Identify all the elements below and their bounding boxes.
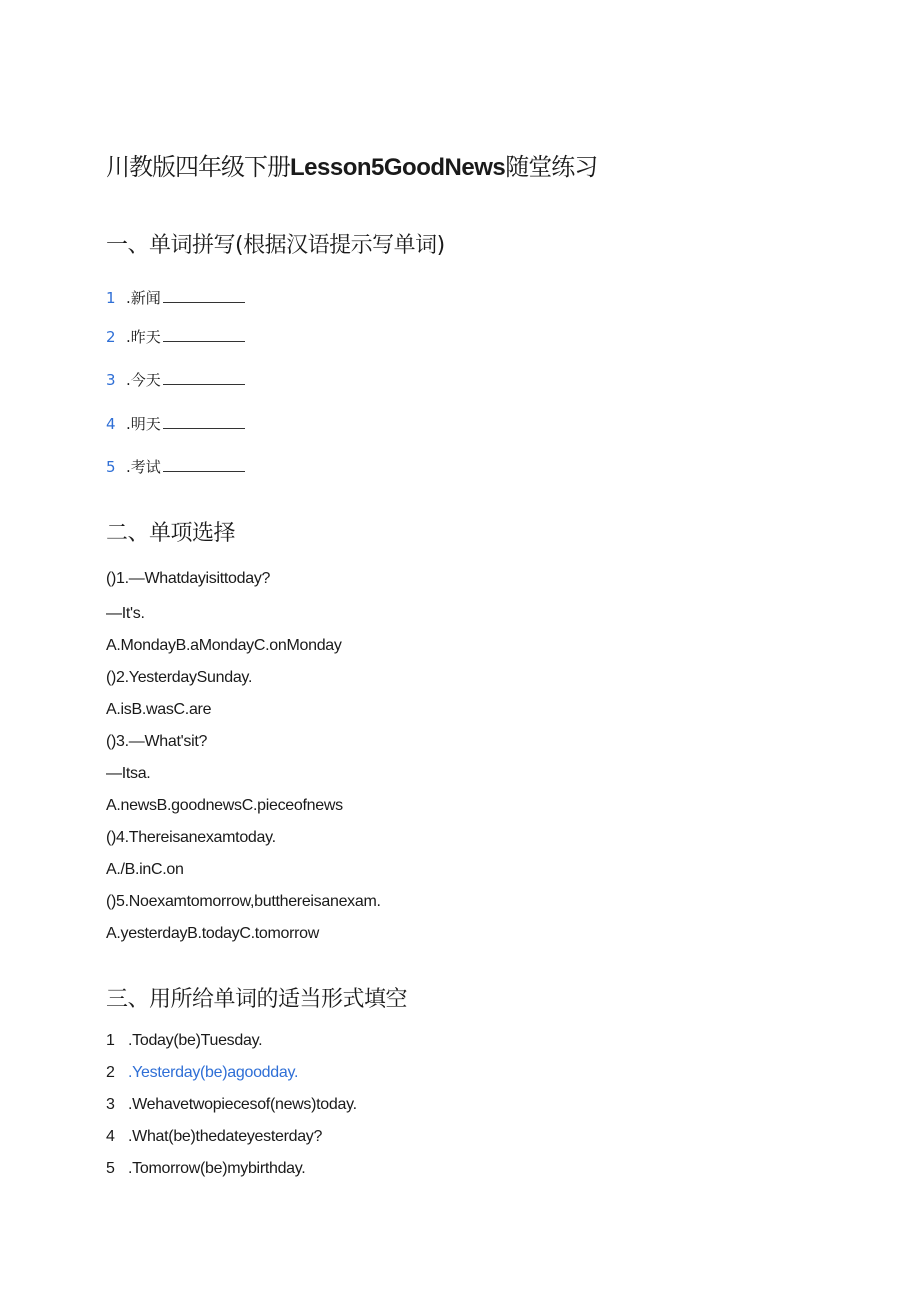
- spelling-item: [106, 456, 245, 477]
- question-line: —It's.: [106, 605, 145, 622]
- fill-item: [106, 1064, 298, 1082]
- item-number: 2: [106, 328, 116, 346]
- item-text: .考试: [126, 458, 161, 476]
- spelling-item: [106, 326, 245, 347]
- question-line: ()3.—What'sit?: [106, 733, 208, 750]
- item-number: 3: [106, 1096, 115, 1113]
- section3-heading: 三、用所给单词的适当形式填空: [106, 987, 408, 1012]
- options-line: A.MondayB.aMondayC.onMonday: [106, 637, 342, 654]
- item-text: .Yesterday(be)agoodday.: [128, 1064, 299, 1081]
- question-line: —Itsa.: [106, 765, 151, 782]
- item-number: 3: [106, 371, 116, 389]
- question-line: ()1.—Whatdayisittoday?: [106, 570, 271, 587]
- item-number: 1: [106, 289, 116, 307]
- answer-blank[interactable]: [163, 329, 245, 342]
- section1-heading: 一、单词拼写(根据汉语提示写单词): [106, 233, 445, 258]
- item-number: 5: [106, 1160, 115, 1177]
- section2-heading: 二、单项选择: [106, 521, 236, 546]
- question-line: ()5.Noexamtomorrow,butthereisanexam.: [106, 893, 381, 910]
- item-text: .Tomorrow(be)mybirthday.: [128, 1160, 306, 1177]
- title-lesson: Lesson5GoodNews: [290, 154, 506, 181]
- fill-item: [106, 1160, 305, 1178]
- spelling-item: [106, 369, 245, 390]
- options-line: A.isB.wasC.are: [106, 701, 212, 718]
- page-title: [106, 147, 597, 182]
- answer-blank[interactable]: [163, 416, 245, 429]
- answer-blank[interactable]: [163, 459, 245, 472]
- fill-item: [106, 1096, 357, 1114]
- item-number: 5: [106, 458, 116, 476]
- item-number: 4: [106, 1128, 115, 1145]
- options-line: A.yesterdayB.todayC.tomorrow: [106, 925, 320, 942]
- title-suffix: 随堂练习: [505, 153, 598, 181]
- item-text: .昨天: [126, 328, 161, 346]
- fill-item: [106, 1032, 262, 1050]
- item-text: .今天: [126, 371, 161, 389]
- item-text: .Wehavetwopiecesof(news)today.: [128, 1096, 357, 1113]
- answer-blank[interactable]: [163, 372, 245, 385]
- spelling-item: [106, 413, 245, 434]
- options-line: A.newsB.goodnewsC.pieceofnews: [106, 797, 343, 814]
- item-text: .Today(be)Tuesday.: [128, 1032, 263, 1049]
- question-line: ()4.Thereisanexamtoday.: [106, 829, 276, 846]
- fill-item: [106, 1128, 322, 1146]
- item-text: .明天: [126, 415, 161, 433]
- spelling-item: [106, 287, 245, 308]
- item-text: .What(be)thedateyesterday?: [128, 1128, 323, 1145]
- options-line: A./B.inC.on: [106, 861, 184, 878]
- item-number: 2: [106, 1064, 115, 1081]
- question-line: ()2.YesterdaySunday.: [106, 669, 253, 686]
- item-text: .新闻: [126, 289, 161, 307]
- item-number: 1: [106, 1032, 115, 1049]
- answer-blank[interactable]: [163, 290, 245, 303]
- title-prefix: 川教版四年级下册: [106, 153, 290, 181]
- item-number: 4: [106, 415, 116, 433]
